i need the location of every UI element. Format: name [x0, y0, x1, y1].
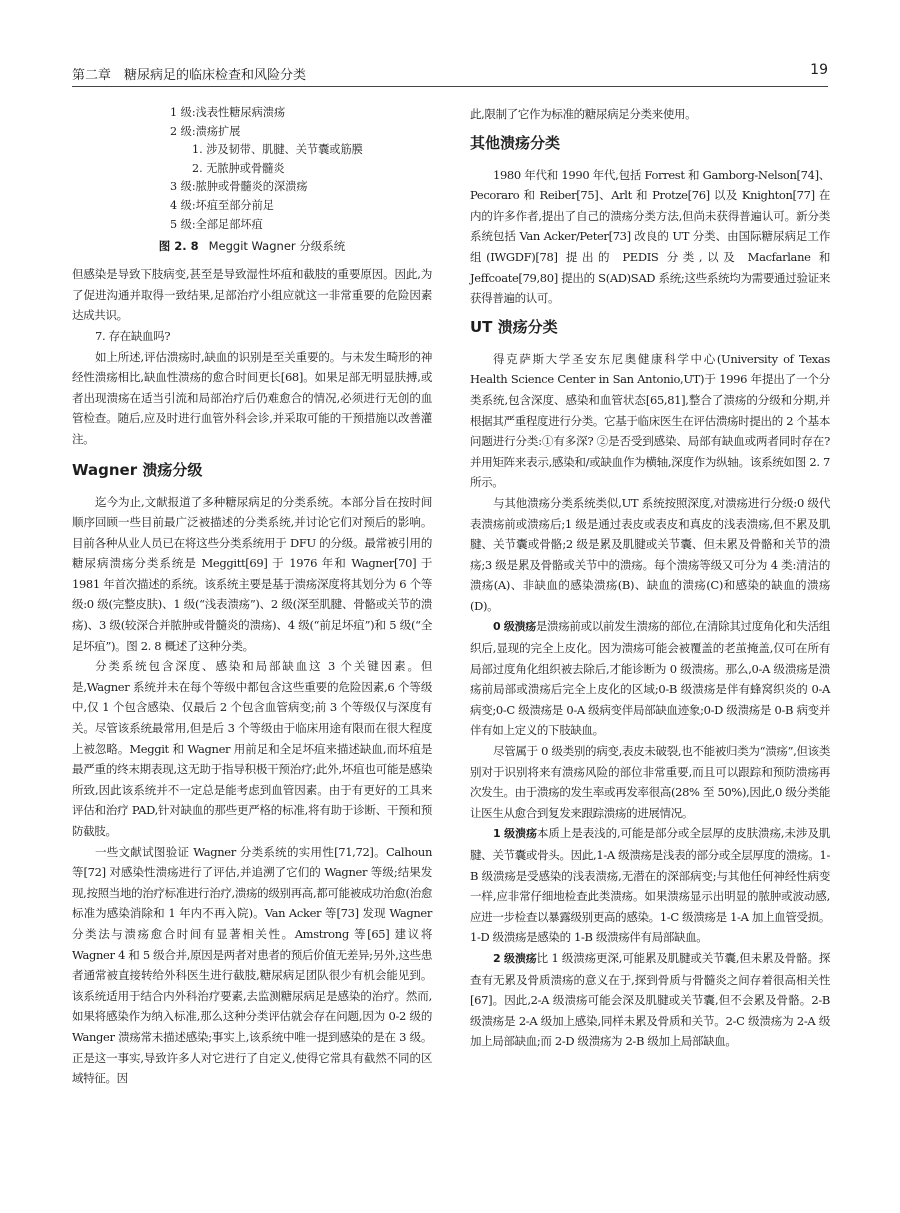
page-number: 19 [810, 62, 828, 78]
figure-item: 4 级:坏疽至部分前足 [170, 198, 274, 212]
paragraph-grade-2 [470, 948, 830, 1052]
paragraph: 得克萨斯大学圣安东尼奥健康科学中心(University of Texas Health Science Center in San Antonio,UT)于 1996 年提出了一个分类系统,包含深度、感染和血管状态[65,81],整合了溃疡的分级和分期,并根据其严重程度进行分类。它基于临床医生在评估溃疡时提出的 2 个基本问题进行分类:①有多深? ②是否受到感染、局部有缺血或两者同时存在? 并用矩阵来表示,感染和/或缺血作为横轴,深度作为纵轴。该系统如图 2. 7 所示。 [470, 351, 830, 490]
paragraph-text: 是溃疡前或以前发生溃疡的部位,在清除其过度角化和失活组织后,显现的完全上皮化。因为溃疡可能会被覆盖的老茧掩盖,仅可在所有局部过度角化组织被去除后,才能诊断为 0 级溃疡。那么,0-A 级溃疡是溃疡前局部或溃疡后完全上皮化的区域;0-B 级溃疡是伴有蜂窝织炎的 0-A 病变;0-C 级溃疡是 0-A 级病变伴局部缺血迹象;0-D 级溃疡是 0-B 病变并伴有如上定义的下肢缺血。 [470, 619, 830, 738]
numbered-question: 7. 存在缺血吗? [95, 328, 171, 343]
paragraph-grade-0 [470, 616, 830, 741]
paragraph: 此,限制了它作为标准的糖尿病足分类来使用。 [470, 107, 697, 121]
term-grade-0: 0 级溃疡 [493, 620, 536, 634]
paragraph: 1980 年代和 1990 年代,包括 Forrest 和 Gamborg-Nelson[74]、Pecoraro 和 Reiber[75]、Arlt 和 Protze[76] 以及 Knighton[77] 在内的许多作者,提出了自己的溃疡分类方法,但尚未获得普遍认可。新分类系统包括 Van Acker/Peter[73] 改良的 UT 分类、由国际糖尿病足工作组(IWGDF)[78] 提出的 PEDIS 分类,以及 Macfarlane 和 Jeffcoate[79,80] 提出的 S(AD)SAD 系统;这些系统均为需要通过验证来获得普遍的认可。 [470, 167, 830, 306]
figure-2-8-list [72, 104, 432, 234]
paragraph-grade-1 [470, 823, 830, 948]
figure-item: 3 级:脓肿或骨髓炎的深溃疡 [170, 180, 308, 194]
figure-subitem: 2. 无脓肿或骨髓炎 [192, 161, 285, 175]
figure-caption [72, 238, 432, 254]
paragraph: 迄今为止,文献报道了多种糖尿病足的分类系统。本部分旨在按时间顺序回顾一些目前最广泛被描述的分类系统,并讨论它们对预后的影响。目前各种从业人员已在将这些分类系统用于 DFU 的分级。最常被引用的糖尿病溃疡分类系统是 Meggitt[69] 于 1976 年和 Wagner[70] 于 1981 年首次描述的系统。该系统主要是基于溃疡深度将其划分为 6 个等级:0 级(完整皮肤)、1 级(“浅表溃疡”)、2 级(深至肌腱、骨骼或关节的溃疡)、3 级(较深合并脓肿或骨髓炎的溃疡)、4 级(“前足坏疽”)和 5 级(“全足坏疽”)。图 2. 8 概述了这种分类。 [72, 494, 432, 653]
figure-caption-text: Meggit Wagner 分级系统 [208, 239, 346, 254]
paragraph: 但感染是导致下肢病变,甚至是导致湿性坏疽和截肢的重要原因。因此,为了促进沟通并取得一致结果,足部治疗小组应就这一非常重要的危险因素达成共识。 [72, 267, 432, 323]
section-heading-other: 其他溃疡分类 [470, 133, 561, 152]
figure-item: 2 级:溃疡扩展 [170, 124, 241, 138]
figure-subitem: 1. 涉及韧带、肌腱、关节囊或筋膜 [192, 143, 363, 157]
paragraph-text: 比 1 级溃疡更深,可能累及肌腱或关节囊,但未累及骨骼。探查有无累及骨质溃疡的意义在于,探到骨质与骨髓炎之间存着很高相关性[67]。因此,2-A 级溃疡可能会深及肌腱或关节囊,但不会累及骨骼。2-B 级溃疡是 2-A 级加上感染,同样未累及骨质和关节。2-C 级溃疡为 2-A 级加上局部缺血;而 2-D 级溃疡为 2-B 级加上局部缺血。 [470, 950, 830, 1049]
paragraph: 尽管属于 0 级类别的病变,表皮未破裂,也不能被归类为“溃疡”,但该类别对于识别将来有溃疡风险的部位非常重要,而且可以跟踪和预防溃疡再次发生。由于溃疡的发生率或再发率很高(28% 至 50%),因此,0 级分类能让医生从愈合到复发来跟踪溃疡的进展情况。 [470, 744, 830, 820]
left-column [72, 104, 432, 1089]
paragraph: 与其他溃疡分类系统类似,UT 系统按照深度,对溃疡进行分级:0 级代表溃疡前或溃疡后;1 级是通过表皮或表皮和真皮的浅表溃疡,但不累及肌腱、关节囊或骨骼;2 级是累及肌腱或关节囊、但未累及骨骼和关节的溃疡;3 级是累及骨骼或关节中的溃疡。每个溃疡等级又可分为 4 类:清洁的溃疡(A)、非缺血的感染溃疡(B)、缺血的溃疡(C)和感染的缺血的溃疡(D)。 [470, 495, 830, 613]
paragraph: 如上所述,评估溃疡时,缺血的识别是至关重要的。与未发生畸形的神经性溃疡相比,缺血性溃疡的愈合时间更长[68]。如果足部无明显肤搏,或者出现溃疡在适当引流和局部治疗后仍难愈合的情况,必须进行无创的血管检查。随后,应及时进行血管外科会诊,并采取可能的干预措施以改善灌注。 [72, 349, 432, 446]
paragraph-text: 本质上是表浅的,可能是部分或全层厚的皮肤溃疡,未涉及肌腱、关节囊或骨头。因此,1-A 级溃疡是浅表的部分或全层厚度的溃疡。1-B 级溃疡是受感染的浅表溃疡,无潜在的深部病变;与其他任何神经性病变一样,应非常仔细地检查此类溃疡。如果溃疡显示出明显的脓肿或波动感,应进一步检查以暴露级别更高的感染。1-C 级溃疡是 1-A 加上血管受损。1-D 级溃疡是感染的 1-B 级溃疡伴有局部缺血。 [470, 826, 830, 945]
term-grade-1: 1 级溃疡 [493, 827, 537, 841]
chapter-title: 第二章 糖尿病足的临床检查和风险分类 [72, 68, 307, 83]
figure-caption-label: 图 2. 8 [158, 239, 199, 254]
section-heading-wagner: Wagner 溃疡分级 [72, 460, 203, 479]
figure-item: 5 级:全部足部坏疽 [170, 217, 263, 231]
running-header [72, 60, 828, 87]
paragraph: 一些文献试图验证 Wagner 分类系统的实用性[71,72]。Calhoun 等[72] 对感染性溃疡进行了评估,并追溯了它们的 Wagner 等级;结果发现,按照当地的治疗标准进行治疗,溃疡的级别再高,都可能被成功治愈(治愈标准为感染消除和 1 年内不再入院)。Van Acker 等[73] 发现 Wagner 分类法与溃疡愈合时间有显著相关性。Amstrong 等[65] 建议将 Wagner 4 和 5 级合并,原因是两者对患者的预后价值无差异;另外,这些患者通常被直接转给外科医生进行截肢,糖尿病足团队很少有机会能见到。该系统适用于结合内外科治疗要素,去监测糖尿病足是感染的治疗。然而,如果将感染作为纳入标准,那么这种分类评估就会存在问题,因为 0-2 级的 Wanger 溃疡常未描述感染;事实上,该系统中唯一提到感染的是在 3 级。正是这一事实,导致许多人对它进行了自定义,使得它常具有截然不同的区域特征。因 [72, 844, 432, 1086]
figure-item: 1 级:浅表性糖尿病溃疡 [170, 106, 286, 119]
right-column [470, 104, 830, 1052]
term-grade-2: 2 级溃疡 [493, 951, 537, 965]
section-heading-ut: UT 溃疡分类 [470, 317, 558, 336]
paragraph: 分类系统包含深度、感染和局部缺血这 3 个关键因素。但是,Wagner 系统并未在每个等级中都包含这些重要的危险因素,6 个等级中,仅 1 个包含感染、仅最后 2 个包含血管病变;前 3 个等级仅与深度有关。尽管该系统最常用,但是后 3 个等级由于临床用途有限而在很大程度上被忽略。Meggit 和 Wagner 用前足和全足坏疽来描述缺血,而坏疽是最严重的终末期表现,这无助于指导积极干预治疗;此外,坏疽也可能是感染所致,因此该系统并不一定总是能考虑到血管因素。由于有更好的工具来评估和治疗 PAD,针对缺血的那些更严格的标准,将有助于诊断、干预和预防截肢。 [72, 659, 432, 838]
